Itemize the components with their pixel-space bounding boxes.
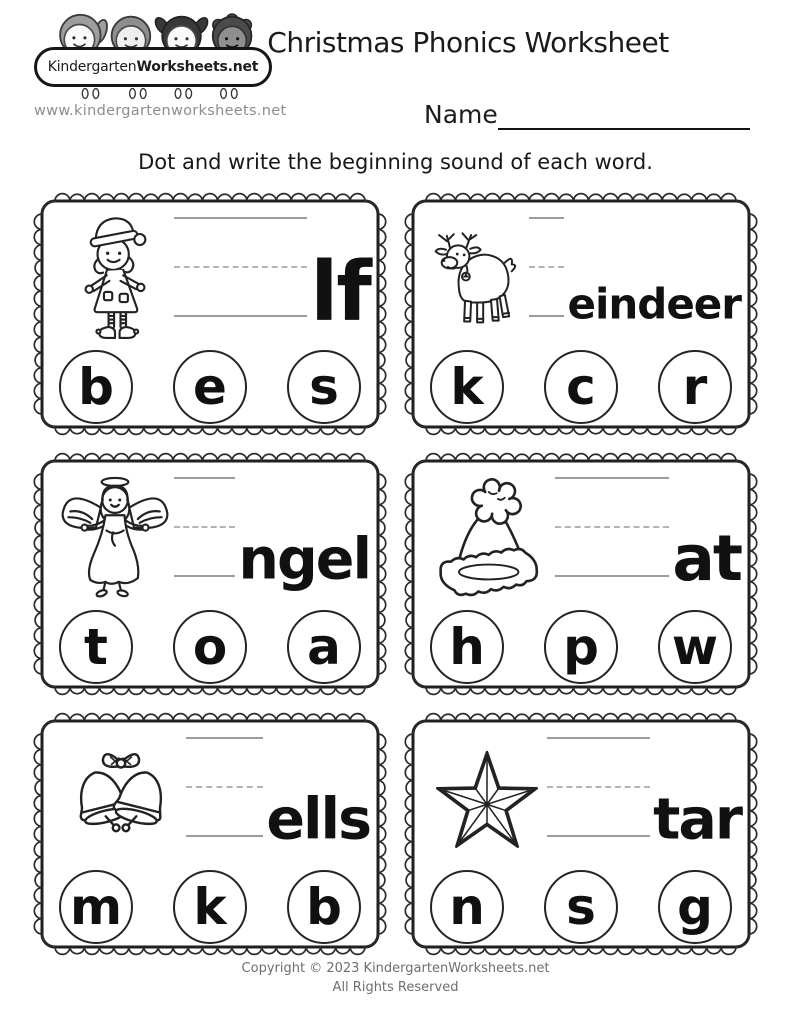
choice-circle[interactable]: b	[287, 870, 361, 944]
word-row	[174, 215, 370, 340]
choice-circle[interactable]: k	[173, 870, 247, 944]
choice-circle[interactable]: t	[59, 610, 133, 684]
page-title: Christmas Phonics Worksheet	[267, 26, 669, 59]
guide-bottom-line	[547, 835, 650, 837]
instruction-text: Dot and write the beginning sound of each word.	[138, 150, 653, 174]
choice-circle[interactable]: s	[544, 870, 618, 944]
choice-circle[interactable]: s	[287, 350, 361, 424]
guide-top-line	[547, 737, 650, 739]
word-suffix: ngel	[238, 526, 370, 593]
choice-circle[interactable]: m	[59, 870, 133, 944]
reindeer-image	[427, 211, 529, 349]
name-label: Name	[424, 100, 498, 129]
guide-top-line	[186, 737, 263, 739]
guide-middle-line	[547, 786, 650, 788]
writing-guide[interactable]	[174, 477, 235, 577]
letter-choices	[403, 610, 759, 684]
choice-circle[interactable]: b	[59, 350, 133, 424]
writing-guide[interactable]	[555, 477, 669, 577]
choice-circle[interactable]: o	[173, 610, 247, 684]
elf-image	[56, 211, 174, 349]
guide-middle-line	[529, 266, 564, 268]
choice-circle[interactable]: r	[658, 350, 732, 424]
site-url: www.kindergartenworksheets.net	[34, 103, 287, 119]
writing-guide[interactable]	[174, 217, 307, 317]
word-row	[174, 475, 370, 593]
guide-top-line	[529, 217, 564, 219]
letter-choices	[32, 610, 388, 684]
writing-guide[interactable]	[547, 737, 650, 837]
word-row	[555, 475, 741, 595]
rights-text: All Rights Reserved	[332, 979, 459, 995]
letter-choices	[32, 350, 388, 424]
guide-middle-line	[555, 526, 669, 528]
letter-choices	[32, 870, 388, 944]
site-name-bold: Worksheets.net	[136, 59, 259, 75]
word-suffix: lf	[310, 244, 370, 340]
santa-hat-image	[427, 471, 555, 609]
guide-bottom-line	[555, 575, 669, 577]
choice-circle[interactable]: w	[658, 610, 732, 684]
guide-middle-line	[174, 266, 307, 268]
logo-pill	[34, 47, 272, 87]
word-row	[547, 735, 741, 853]
choice-circle[interactable]: h	[430, 610, 504, 684]
phonics-card-star	[403, 711, 759, 957]
guide-top-line	[555, 477, 669, 479]
guide-bottom-line	[529, 315, 564, 317]
choice-circle[interactable]: k	[430, 350, 504, 424]
guide-middle-line	[174, 526, 235, 528]
name-row	[424, 100, 750, 130]
star-image	[427, 731, 547, 869]
copyright-text: Copyright © 2023 KindergartenWorksheets.net	[241, 961, 550, 976]
phonics-card-santa-hat	[403, 451, 759, 697]
word-row	[529, 215, 741, 329]
page-footer	[0, 960, 791, 998]
guide-top-line	[174, 477, 235, 479]
phonics-card-bells	[32, 711, 388, 957]
word-suffix: ells	[266, 786, 370, 853]
cards-grid	[32, 191, 759, 957]
word-row	[186, 735, 370, 853]
phonics-card-reindeer	[403, 191, 759, 437]
choice-circle[interactable]: p	[544, 610, 618, 684]
choice-circle[interactable]: a	[287, 610, 361, 684]
choice-circle[interactable]: e	[173, 350, 247, 424]
letter-choices	[403, 350, 759, 424]
phonics-card-angel	[32, 451, 388, 697]
writing-guide[interactable]	[186, 737, 263, 837]
kids-feet-illustration	[53, 87, 253, 100]
guide-bottom-line	[174, 315, 307, 317]
guide-top-line	[174, 217, 307, 219]
guide-bottom-line	[186, 835, 263, 837]
guide-middle-line	[186, 786, 263, 788]
site-name-regular: Kindergarten	[47, 59, 137, 75]
phonics-card-elf	[32, 191, 388, 437]
writing-guide[interactable]	[529, 217, 564, 317]
choice-circle[interactable]: c	[544, 350, 618, 424]
angel-image	[56, 471, 174, 609]
bells-image	[56, 731, 186, 869]
word-suffix: tar	[653, 786, 741, 853]
word-suffix: at	[672, 521, 741, 595]
word-suffix: eindeer	[567, 279, 741, 329]
guide-bottom-line	[174, 575, 235, 577]
choice-circle[interactable]: g	[658, 870, 732, 944]
name-input-line[interactable]	[498, 101, 750, 130]
choice-circle[interactable]: n	[430, 870, 504, 944]
letter-choices	[403, 870, 759, 944]
